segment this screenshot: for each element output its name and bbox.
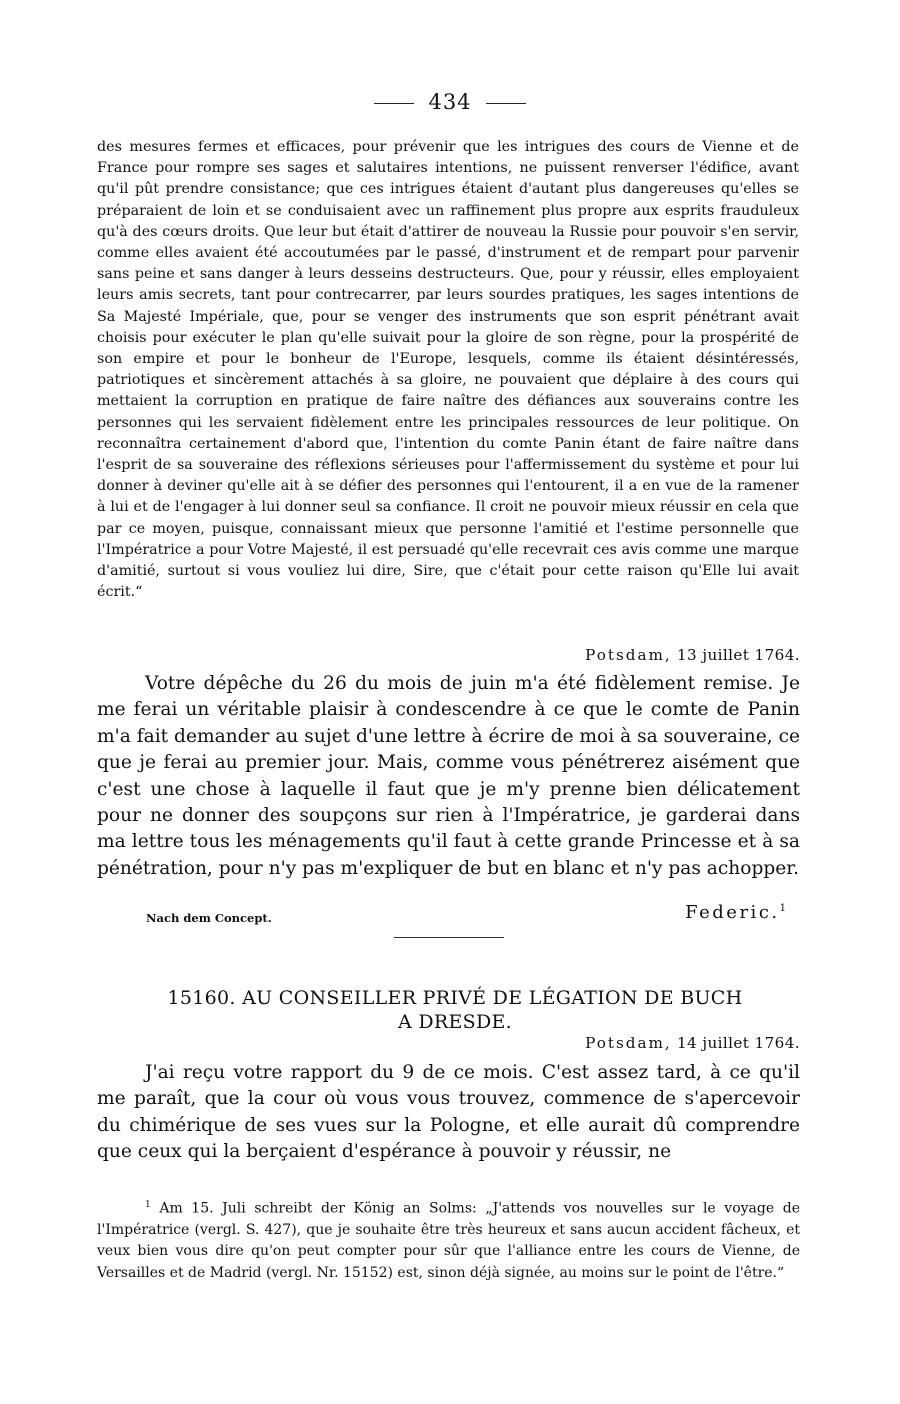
signature-footnote-marker: 1 bbox=[779, 903, 786, 914]
source-note: Nach dem Concept. bbox=[146, 911, 272, 925]
header-dash-right bbox=[486, 103, 526, 104]
dateline-date: 13 juillet 1764. bbox=[676, 646, 800, 664]
dateline-2 bbox=[585, 1034, 800, 1052]
page-number: 434 bbox=[428, 90, 472, 114]
letter-2-heading bbox=[110, 986, 800, 1034]
heading-line-1: 15160. AU CONSEILLER PRIVÉ DE LÉGATION DE BUCH bbox=[167, 987, 743, 1009]
header-dash-left bbox=[374, 103, 414, 104]
footnote-marker: 1 bbox=[145, 1200, 151, 1210]
letter-2-text: J'ai reçu votre rapport du 9 de ce mois. C'est assez tard, à ce qu'il me paraît, que la cour où vous vous trouvez, commence de s'apercevoir du chimérique de ses vues sur la Pologne, et elle aurait dû comprendre que ceux qui la berçaient d'espérance à pouvoir y réussir, ne bbox=[97, 1062, 800, 1163]
heading-line-2: A DRESDE. bbox=[397, 1011, 513, 1033]
letter-1-text: Votre dépêche du 26 du mois de juin m'a été fidèlement remise. Je me ferai un véritable plaisir à condescendre à ce que le comte de Panin m'a fait demander au sujet d'une lettre à écrire de moi à sa souveraine, ce que je ferai au premier jour. Mais, comme vous pénétrerez aisément que c'est une chose à laquelle il faut que je m'y prenne bien délicatement pour ne donner des soupçons sur rien à l'Impératrice, je garderai dans ma lettre tous les ménagements qu'il faut à cette grande Princesse et à sa pénétration, pour n'y pas m'expliquer de but en blanc et n'y pas achopper. bbox=[97, 673, 800, 879]
dispatch-quote-paragraph: des mesures fermes et efficaces, pour prévenir que les intrigues des cours de Vienne et de France pour rompre ses sages et salutaires intentions, ne puissent renverser l'édifice, avant qu'il pût prendre consistance; que ces intrigues étaient d'autant plus dangereuses qu'elles se préparaient de loin et se conduisaient avec un raffinement plus propre aux esprits frauduleux qu'à des cœurs droits. Que leur but était d'attirer de nouveau la Russie pour pouvoir s'en servir, comme elles avaient été accoutumées par le passé, d'instrument et de rempart pour parvenir sans peine et sans danger à leurs desseins destructeurs. Que, pour y réussir, elles employaient leurs amis secrets, tant pour contrecarrer, par leurs sourdes pratiques, les sages intentions de Sa Majesté Impériale, que, pour se venger des instruments que son esprit pénétrant avait choisis pour exécuter le plan qu'elle suivait pour la gloire de son règne, pour la prospérité de son empire et pour le bonheur de l'Europe, lesquels, comme ils étaient désintéressés, patriotiques et sincèrement attachés à sa gloire, ne pouvaient que déplaire à des cours qui mettaient la corruption en pratique de faire naître des défiances aux souverains contre les personnes qui les servaient fidèlement entre les principales ressources de leur politique. On reconnaîtra certainement d'abord que, l'intention du comte Panin étant de faire naître dans l'esprit de sa souveraine des réflexions sérieuses pour l'affermissement du système et pour lui donner à deviner qu'elle ait à se défier des personnes qui l'entourent, il a en vue de la ramener à lui et de l'engager à lui donner seul sa confiance. Il croit ne pouvoir mieux réussir en cela que par ce moyen, puisque, connaissant mieux que personne l'amitié et l'estime personnelle que l'Impératrice a pour Votre Majesté, il est persuadé qu'elle recevrait ces avis comme une marque d'amitié, surtout si vous vouliez lui dire, Sire, que c'était pour cette raison qu'Elle lui avait écrit.“ bbox=[97, 139, 799, 601]
letter-2-body bbox=[97, 1060, 800, 1166]
footnote-text: Am 15. Juli schreibt der König an Solms: „J'attends vos nouvelles sur le voyage de l'Impératrice (vergl. S. 427), que je souhaite être très heureux et sans aucun accident fâcheux, et veux bien vous dire qu'on peut compter pour sûr que l'alliance entre les cours de Vienne, de Versailles et de Madrid (vergl. Nr. 15152) est, sinon déjà signée, au moins sur le point de l'être.“ bbox=[97, 1200, 800, 1281]
dateline-1 bbox=[585, 646, 800, 664]
signature bbox=[685, 902, 786, 923]
section-divider bbox=[394, 937, 504, 938]
page-number-header bbox=[0, 90, 900, 114]
signature-name: Federic. bbox=[685, 902, 780, 923]
dateline-place: Potsdam, bbox=[585, 1034, 672, 1052]
footnote bbox=[97, 1195, 800, 1284]
dateline-place: Potsdam, bbox=[585, 646, 672, 664]
dateline-date: 14 juillet 1764. bbox=[676, 1034, 800, 1052]
letter-1-body bbox=[97, 671, 800, 882]
